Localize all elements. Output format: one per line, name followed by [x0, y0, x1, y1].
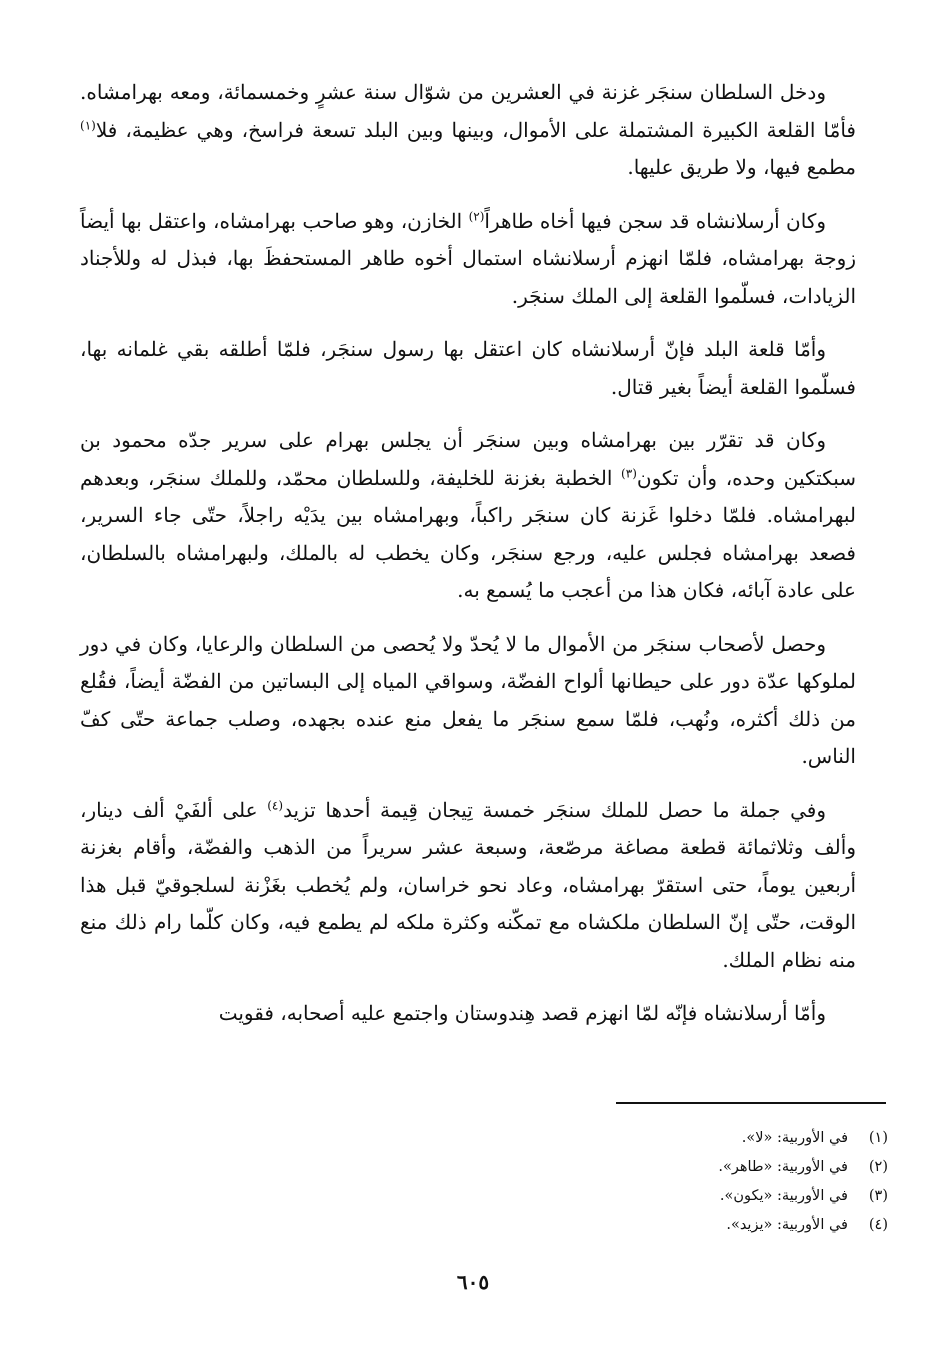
footnote-1 — [588, 1124, 888, 1153]
footnotes — [588, 1124, 888, 1240]
page-number: ٦٠٥ — [456, 1270, 490, 1294]
footnote-4 — [588, 1211, 888, 1240]
footnote-2 — [588, 1153, 888, 1182]
paragraph-2: وكان أرسلانشاه قد سجن فيها أخاه طاهراً$^{(٢)}$ الخازن، وهو صاحب بهرامشاه، واعتقل بها أيضاً زوجة بهرامشاه، فلمّا انهزم أرسلانشاه استمال أخوه طاهر المستحفظَ بها، فبذل له وللأجناد الزيادات، فسلّموا القلعة إلى الملك سنجَر. — [80, 208, 856, 308]
footnote-marker-1: (١) — [80, 117, 96, 132]
footnote-divider — [616, 1102, 886, 1104]
footnote-text: في الأوربية: «يكون». — [719, 1188, 848, 1204]
footnote-number: (١) — [868, 1130, 888, 1146]
paragraph-3: وأمّا قلعة البلد فإنّ أرسلانشاه كان اعتقل بها رسول سنجَر، فلمّا أطلقه بقي غلمانه بها، فسلّموا القلعة أيضاً بغير قتال. — [80, 337, 856, 399]
paragraph-4: وكان قد تقرّر بين بهرامشاه وبين سنجَر أن يجلس بهرام على سرير جدّه محمود بن سبكتكين وحده، وأن تكون$^{(٣)}$ الخطبة بغزنة للخليفة، وللسلطان محمّد، وللملك سنجَر، وبعدهم لبهرامشاه. فلمّا دخلوا غَزنة كان سنجَر راكباً، وبهرامشاه بين يدَيْه راجلاً، حتّى جاء السرير، فصعد بهرامشاه فجلس عليه، ورجع سنجَر، وكان يخطب له بالملك، ولبهرامشاه بالسلطان، على عادة آبائه، فكان هذا من أعجب ما يُسمع به. — [80, 428, 856, 602]
footnote-text: في الأوربية: «يزيد». — [726, 1217, 848, 1233]
footnote-text: في الأوربية: «لا». — [741, 1130, 848, 1146]
footnote-number: (٢) — [868, 1159, 888, 1175]
footnote-marker-4: (٤) — [267, 797, 284, 812]
paragraph-1: ودخل السلطان سنجَر غزنة في العشرين من شوّال سنة عشرٍ وخمسمائة، ومعه بهرامشاه. فأمّا القلعة الكبيرة المشتملة على الأموال، وبينها وبين البلد تسعة فراسخ، وهي عظيمة، فلا$^{(١)}$ مطمع فيها، ولا طريق عليها. — [80, 80, 856, 179]
paragraph-5: وحصل لأصحاب سنجَر من الأموال ما لا يُحدّ ولا يُحصى من السلطان والرعايا، وكان في دور لملوكها عدّة دور على حيطانها ألواح الفضّة، وسواقي المياه إلى البساتين من الفضّة أيضاً، فقُلع من ذلك أكثره، ونُهب، فلمّا سمع سنجَر ما يفعل منع عنده بجهده، وصلب جماعة حتّى كفّ الناس. — [80, 631, 856, 768]
footnote-3 — [588, 1182, 888, 1211]
main-text — [80, 74, 856, 1049]
footnote-number: (٣) — [868, 1188, 888, 1204]
paragraph-7: وأمّا أرسلانشاه فإنّه لمّا انهزم قصد هِندوستان واجتمع عليه أصحابه، فقويت — [218, 1001, 826, 1025]
footnote-marker-2: (٢) — [468, 208, 485, 223]
footnote-number: (٤) — [868, 1217, 888, 1233]
footnote-marker-3: (٣) — [621, 465, 637, 480]
footnote-text: في الأوربية: «طاهر». — [718, 1159, 848, 1175]
paragraph-6: وفي جملة ما حصل للملك سنجَر خمسة تِيجان قِيمة أحدها تزيد$^{(٤)}$ على ألفَيْ ألف دينار، وألف وثلاثمائة قطعة مصاغة مرصّعة، وسبعة عشر سريراً من الذهب والفضّة، وأقام بغزنة أربعين يوماً، حتى استقرّ بهرامشاه، وعاد نحو خراسان، ولم يُخطب بغَزْنة لسلجوقيّ قبل هذا الوقت، حتّى إنّ السلطان ملكشاه مع تمكّنه وكثرة ملكه لم يطمع فيه، وكان كلّما رام ذلك منع منه نظام الملك. — [80, 797, 856, 972]
